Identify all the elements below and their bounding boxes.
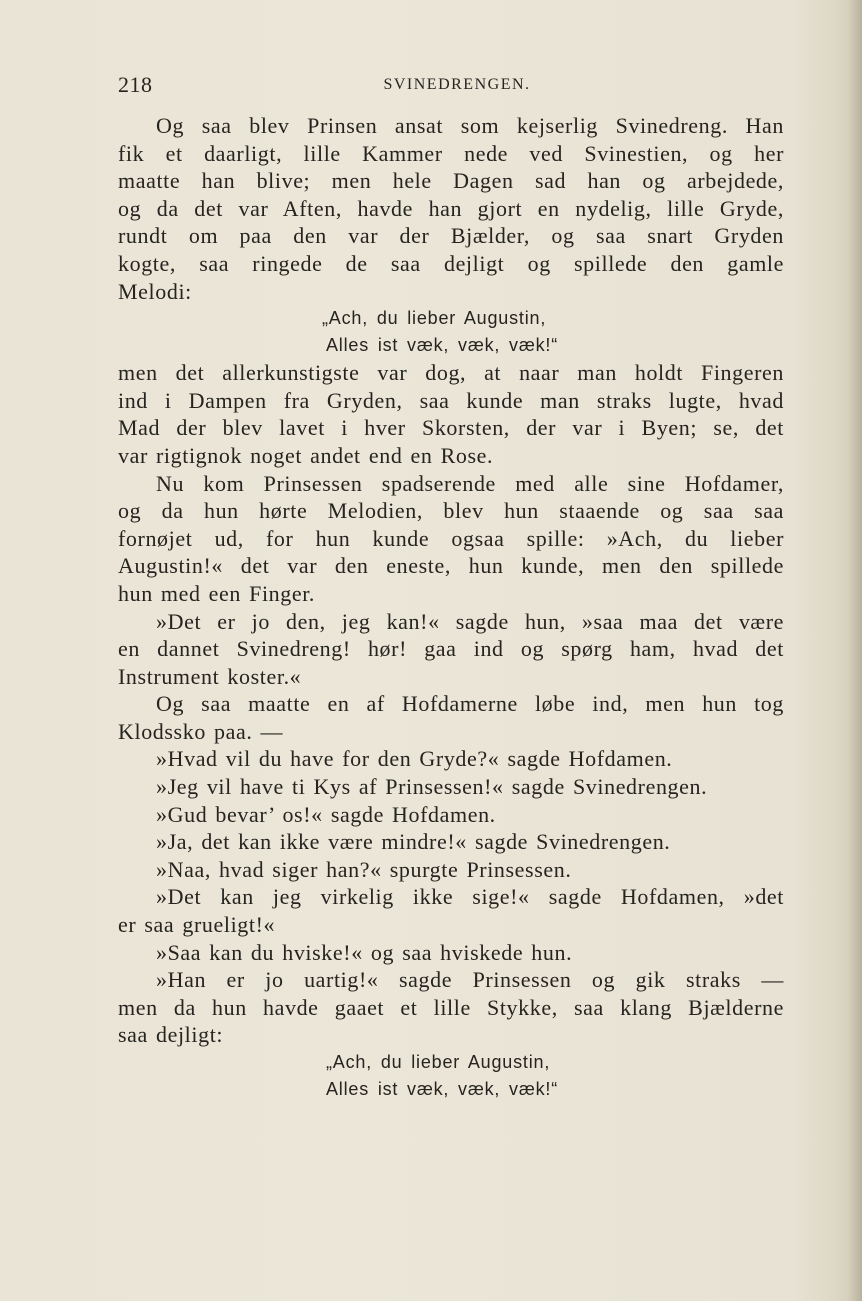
text-line: og da det var Aften, havde han gjort en nydelig, lille Gryde,	[118, 195, 784, 221]
text-line: saa dejligt:	[118, 1022, 224, 1048]
text-line: Klodssko paa. —	[118, 718, 284, 744]
verse-line: „Ach, du lieber Augustin,	[326, 1052, 551, 1072]
text-line: maatte han blive; men hele Dagen sad han og arbejdede,	[118, 168, 784, 194]
text-line: Nu kom Prinsessen spadserende med alle sine Hofdamer,	[156, 470, 784, 496]
verse-line: Alles ist væk, væk, væk!“	[326, 1079, 559, 1099]
text-line: er saa grueligt!«	[118, 912, 276, 938]
text-line: »Det kan jeg virkelig ikke sige!« sagde Hofdamen, »det	[156, 884, 784, 910]
page-header	[118, 72, 784, 102]
page-number: 218	[118, 72, 153, 97]
text-line: Instrument koster.«	[118, 663, 302, 689]
text-line: hun med een Finger.	[118, 580, 316, 606]
text-line: og da hun hørte Melodien, blev hun staaende og saa saa	[118, 498, 784, 524]
text-line: »Jeg vil have ti Kys af Prinsessen!« sagde Svinedrengen.	[156, 774, 708, 800]
text-line: Og saa maatte en af Hofdamerne løbe ind, men hun tog	[156, 691, 784, 717]
page-edge-shadow	[848, 0, 862, 1301]
text-line: »Det er jo den, jeg kan!« sagde hun, »saa maa det være	[156, 608, 784, 634]
verse-line: Alles ist væk, væk, væk!“	[326, 335, 559, 356]
text-line: kogte, saa ringede de saa dejligt og spillede den gamle	[118, 250, 784, 276]
body-text	[118, 112, 784, 1103]
text-line: fik et daarligt, lille Kammer nede ved Svinestien, og her	[118, 140, 784, 166]
text-line: Melodi:	[118, 278, 192, 304]
text-line: Augustin!« det var den eneste, hun kunde, men den spillede	[118, 553, 784, 579]
text-line: »Naa, hvad siger han?« spurgte Prinsessen.	[156, 856, 572, 882]
text-line: en dannet Svinedreng! hør! gaa ind og spørg ham, hvad det	[118, 636, 784, 662]
text-line: »Ja, det kan ikke være mindre!« sagde Svinedrengen.	[156, 829, 671, 855]
text-line: »Hvad vil du have for den Gryde?« sagde Hofdamen.	[156, 746, 673, 772]
text-line: rundt om paa den var der Bjælder, og saa snart Gryden	[118, 223, 784, 249]
text-line: »Han er jo uartig!« sagde Prinsessen og gik straks —	[156, 967, 784, 993]
text-line: fornøjet ud, for hun kunde ogsaa spille: »Ach, du lieber	[118, 525, 784, 551]
verse-line: „Ach, du lieber Augustin,	[322, 308, 547, 329]
text-line: men da hun havde gaaet et lille Stykke, saa klang Bjælderne	[118, 994, 784, 1020]
text-line: Mad der blev lavet i hver Skorsten, der var i Byen; se, det	[118, 415, 784, 441]
running-title: SVINEDRENGEN.	[383, 76, 531, 93]
text-line: »Saa kan du hviske!« og saa hviskede hun.	[156, 939, 573, 965]
text-line: men det allerkunstigste var dog, at naar man holdt Fingeren	[118, 360, 784, 386]
text-line: ind i Dampen fra Gryden, saa kunde man straks lugte, hvad	[118, 387, 784, 413]
text-line: Og saa blev Prinsen ansat som kejserlig Svinedreng. Han	[156, 113, 784, 138]
text-line: var rigtignok noget andet end en Rose.	[118, 442, 494, 468]
text-line: »Gud bevar’ os!« sagde Hofdamen.	[156, 801, 496, 827]
